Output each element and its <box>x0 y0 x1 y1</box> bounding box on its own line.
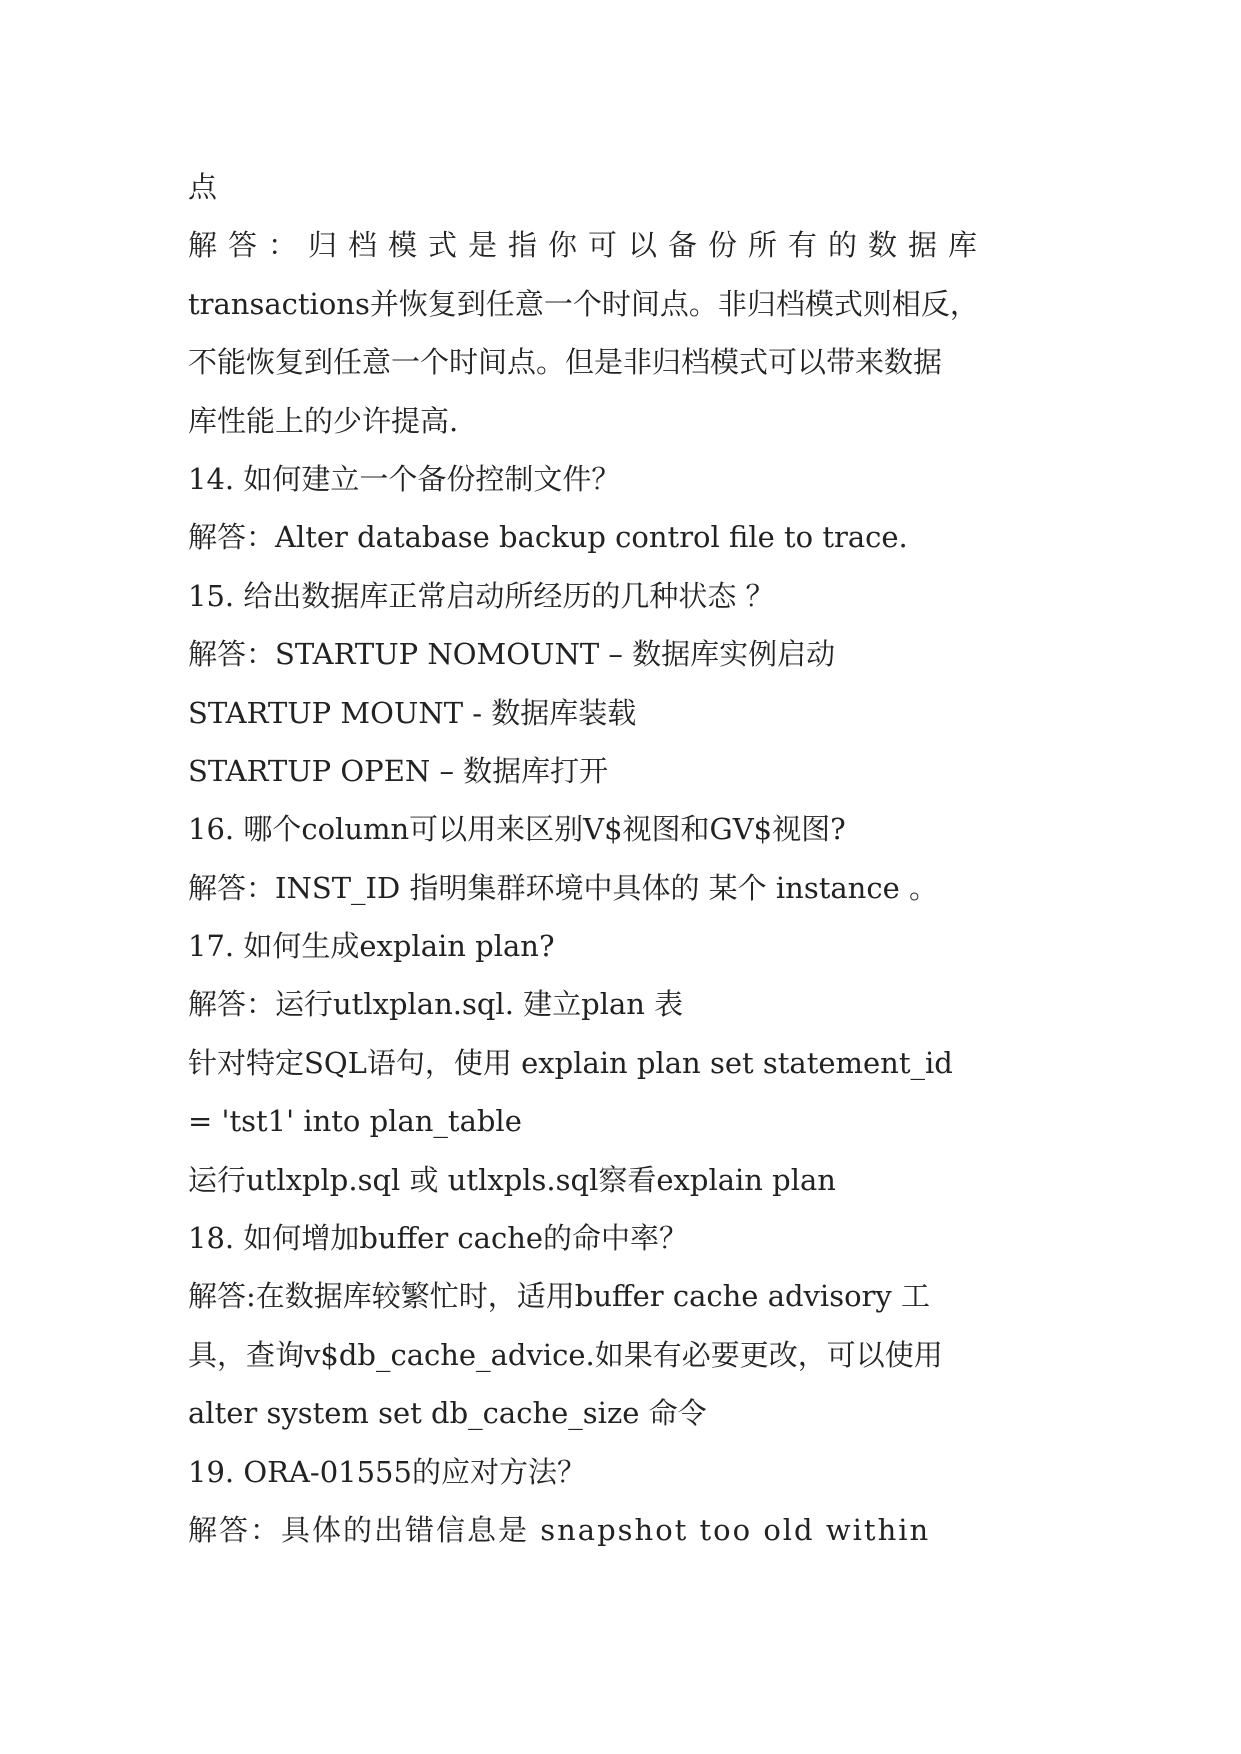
document-body <box>188 158 1088 1559</box>
question-heading: 19. ORA-01555的应对方法？ <box>188 1454 586 1489</box>
question-heading: 16. 哪个column可以用来区别V$视图和GV$视图? <box>188 812 846 847</box>
answer-line: 解答：STARTUP NOMOUNT – 数据库实例启动 <box>188 637 836 672</box>
answer-line: 解答：Alter database backup control file to trace. <box>188 520 908 555</box>
text-line: 具，查询v$db_cache_advice.如果有必要更改，可以使用 <box>188 1337 943 1372</box>
text-line: STARTUP MOUNT - 数据库装载 <box>188 695 637 730</box>
question-heading: 17. 如何生成explain plan? <box>188 929 555 964</box>
question-heading: 18. 如何增加buffer cache的命中率？ <box>188 1221 689 1256</box>
text-line: STARTUP OPEN – 数据库打开 <box>188 753 609 788</box>
answer-line: 解答：INST_ID 指明集群环境中具体的 某个 instance 。 <box>188 870 938 905</box>
text-line: 不能恢复到任意一个时间点。但是非归档模式可以带来数据 <box>188 345 943 380</box>
text-line: 点 <box>188 170 218 204</box>
text-line: 库性能上的少许提高. <box>188 403 459 438</box>
question-heading: 15. 给出数据库正常启动所经历的几种状态 ？ <box>188 578 775 613</box>
answer-line: 解答：具体的出错信息是 snapshot too old within <box>188 1512 931 1547</box>
text-line: 运行utlxplp.sql 或 utlxpls.sql察看explain plan <box>188 1162 836 1197</box>
answer-line: 解答:在数据库较繁忙时，适用buffer cache advisory 工 <box>188 1279 931 1314</box>
question-heading: 14. 如何建立一个备份控制文件？ <box>188 461 621 496</box>
text-line: alter system set db_cache_size 命令 <box>188 1396 707 1431</box>
text-line: = 'tst1' into plan_table <box>188 1104 522 1139</box>
text-line: 针对特定SQL语句，使用 explain plan set statement_id <box>188 1045 953 1080</box>
answer-line: 解答：运行utlxplan.sql. 建立plan 表 <box>188 987 684 1022</box>
text-line: transactions并恢复到任意一个时间点。非归档模式则相反， <box>188 286 979 321</box>
text-line: 解答：归档模式是指你可以备份所有的数据库 <box>188 228 989 263</box>
